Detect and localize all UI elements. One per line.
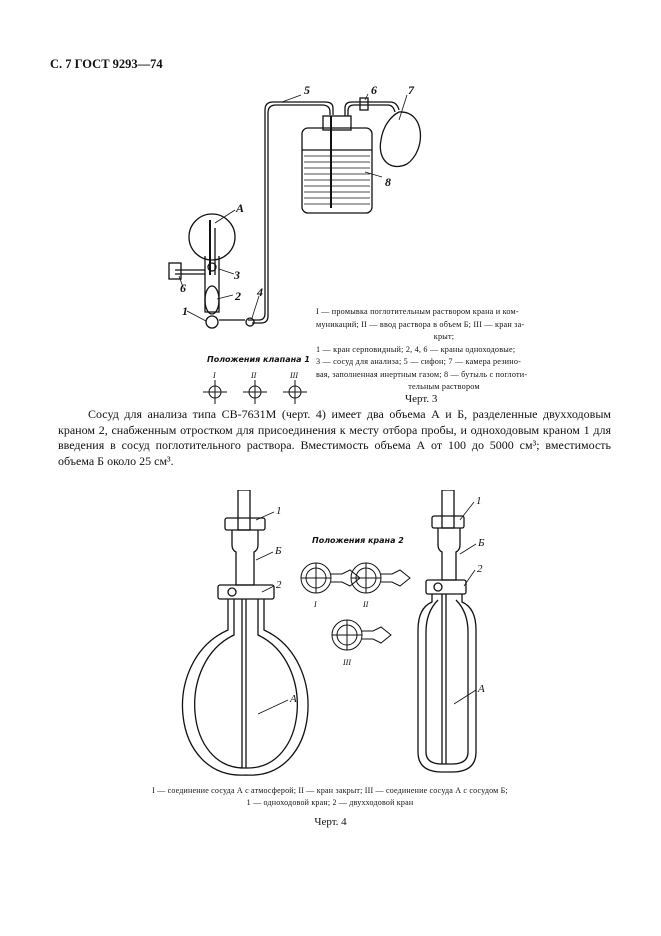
figure-3-caption: Черт. 3 [405,393,438,405]
figure-3-legend [316,306,572,394]
label-8: 8 [385,175,391,189]
legend-line: тельным раствором [408,382,480,391]
fig4-label-2: 2 [276,579,282,591]
legend-line: вая, заполненная инертным газом; 8 — бутыль с поглоти- [316,369,528,379]
label-3: 3 [234,268,240,282]
fig4-right-label-1: 1 [476,495,482,507]
legend-line: муникаций; II — ввод раствора в объем Б; III — кран за- [316,319,525,329]
valve2-positions-title: Положения крана 2 [312,536,404,545]
body-paragraph: Сосуд для анализа типа СВ-7631М (черт. 4) имеет два объема А и Б, разделенные двухходовым краном 2, снабженным отростком для присоединения к месту отбора пробы, и одноходовым краном 1 для введения в сосуд поглотительного раствора. Вместимость объема А от 100 до 5000 см³; вместимость объема Б около 25 см³. [58,407,611,468]
legend-line: 3 — сосуд для анализа; 5 — сифон; 7 — камера резино- [316,357,522,366]
label-5: 5 [304,83,310,97]
label-7: 7 [408,83,414,97]
label-a: А [236,201,245,215]
position-iii: III [290,371,298,380]
label-6b: 2 [235,289,241,303]
label-1: 1 [182,304,188,318]
legend-line: I — промывка поглотительным раствором крана и ком- [316,307,519,316]
figure-4-legend [50,785,610,809]
valve2-position-icons [301,563,410,650]
position4-iii: III [343,658,351,667]
page-header: С. 7 ГОСТ 9293—74 [50,57,163,71]
legend-line: I — соединение сосуда А с атмосферой; II — кран закрыт; III — соединение сосуда А с сосудом Б; [152,786,508,795]
fig4-label-b: Б [275,545,282,557]
position-i: I [213,371,216,380]
valve-position-icons [203,380,307,404]
label-2: 6 [180,281,186,295]
figure-4-diagram [170,490,490,790]
legend-line: 1 — кран серповидный; 2, 4, 6 — краны одноходовые; [316,344,516,354]
fig4-right-label-2: 2 [477,563,483,575]
label-4: 4 [257,285,263,299]
legend-line: крыт; [433,332,455,341]
fig4-label-a: А [290,693,297,705]
fig4-right-label-b: Б [478,537,485,549]
legend-line: 1 — одноходовой кран; 2 — двухходовой кран [246,798,414,807]
position4-ii: II [363,600,369,609]
fig4-label-1: 1 [276,505,282,517]
fig4-right-label-a: А [478,683,485,695]
figure-4-caption: Черт. 4 [314,816,347,828]
valve-positions-title: Положения клапана 1 [207,355,310,364]
label-6: 6 [371,83,377,97]
position-ii: II [251,371,257,380]
position4-i: I [314,600,317,609]
